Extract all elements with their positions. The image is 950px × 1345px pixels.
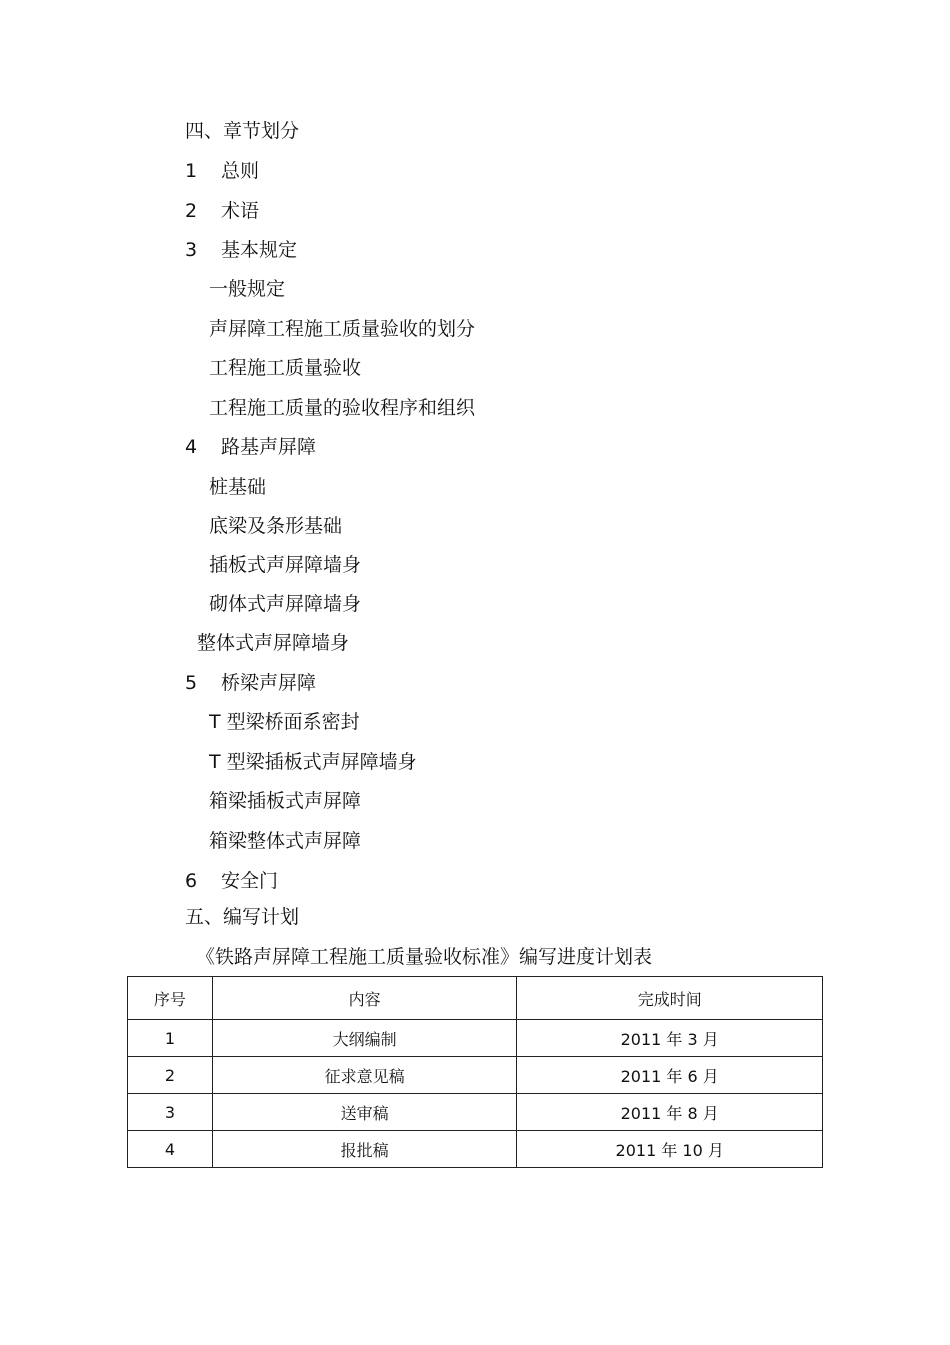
cell-index: 4: [128, 1131, 213, 1168]
table-row: [128, 1094, 823, 1131]
table-row: [128, 1020, 823, 1057]
chapter-3: [185, 238, 297, 262]
header-completion-time: 完成时间: [517, 977, 823, 1020]
cell-content: 送审稿: [212, 1094, 517, 1131]
cell-time: 2011 年 8 月: [517, 1094, 823, 1131]
section-heading-4: 四、章节划分: [185, 120, 300, 142]
cell-content: 报批稿: [212, 1131, 517, 1168]
header-content: 内容: [212, 977, 517, 1020]
chapter-5-item: T 型梁插板式声屏障墙身: [209, 751, 417, 773]
chapter-number: 3: [185, 239, 198, 261]
table-row: [128, 1057, 823, 1094]
cell-index: 3: [128, 1094, 213, 1131]
chapter-4: [185, 435, 316, 459]
chapter-number: 4: [185, 436, 198, 458]
cell-content: 大纲编制: [212, 1020, 517, 1057]
chapter-3-item: 一般规定: [209, 278, 286, 300]
chapter-4-item: 底梁及条形基础: [209, 515, 343, 537]
table-row: [128, 1131, 823, 1168]
chapter-4-item: 插板式声屏障墙身: [209, 554, 362, 576]
schedule-table: [127, 976, 823, 1168]
table-header-row: [128, 977, 823, 1020]
chapter-3-item: 工程施工质量的验收程序和组织: [209, 397, 476, 419]
header-index: 序号: [128, 977, 213, 1020]
cell-time: 2011 年 3 月: [517, 1020, 823, 1057]
cell-content: 征求意见稿: [212, 1057, 517, 1094]
chapter-4-item: 桩基础: [209, 476, 267, 498]
chapter-number: 2: [185, 200, 198, 222]
chapter-1: [185, 159, 259, 183]
chapter-title: 基本规定: [221, 239, 298, 261]
cell-time: 2011 年 6 月: [517, 1057, 823, 1094]
chapter-5-item: 箱梁插板式声屏障: [209, 790, 362, 812]
chapter-2: [185, 199, 259, 223]
table-caption: 《铁路声屏障工程施工质量验收标准》编写进度计划表: [196, 946, 653, 968]
cell-index: 1: [128, 1020, 213, 1057]
chapter-number: 5: [185, 672, 198, 694]
chapter-number: 6: [185, 870, 198, 892]
cell-time: 2011 年 10 月: [517, 1131, 823, 1168]
chapter-title: 总则: [221, 160, 260, 182]
chapter-5-item: T 型梁桥面系密封: [209, 711, 360, 733]
chapter-title: 路基声屏障: [221, 436, 317, 458]
chapter-number: 1: [185, 160, 198, 182]
chapter-title: 安全门: [221, 870, 279, 892]
chapter-3-item: 工程施工质量验收: [209, 357, 362, 379]
chapter-4-item: 整体式声屏障墙身: [197, 632, 350, 654]
chapter-title: 术语: [221, 200, 260, 222]
chapter-5: [185, 671, 316, 695]
section-heading-5: 五、编写计划: [185, 906, 300, 928]
cell-index: 2: [128, 1057, 213, 1094]
chapter-6: [185, 869, 278, 893]
chapter-3-item: 声屏障工程施工质量验收的划分: [209, 318, 476, 340]
chapter-4-item: 砌体式声屏障墙身: [209, 593, 362, 615]
chapter-title: 桥梁声屏障: [221, 672, 317, 694]
chapter-5-item: 箱梁整体式声屏障: [209, 830, 362, 852]
